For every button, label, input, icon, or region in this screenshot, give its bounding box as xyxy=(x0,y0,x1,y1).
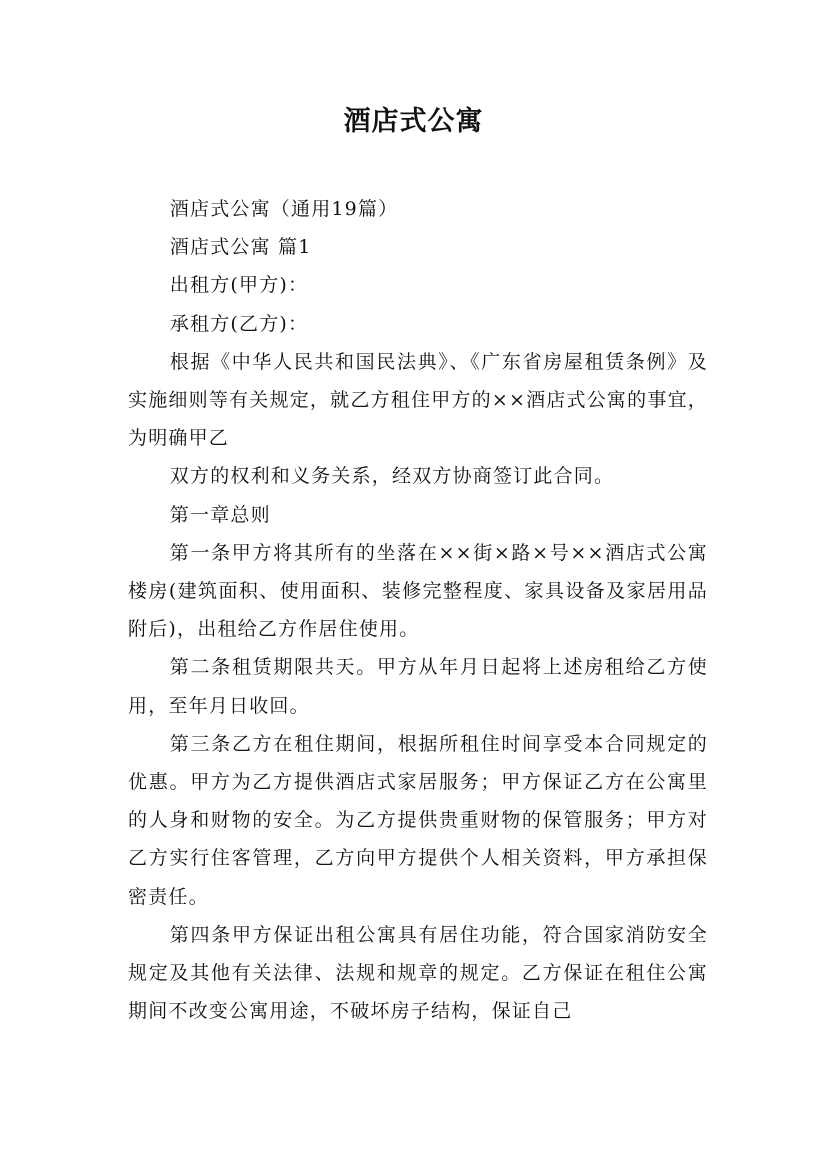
paragraph: 出租方(甲方)： xyxy=(169,274,309,297)
document-body xyxy=(128,190,708,1030)
paragraph: 双方的权利和义务关系，经双方协商签订此合同。 xyxy=(169,465,615,488)
paragraph: 承租方(乙方)： xyxy=(169,312,309,335)
document-title: 酒店式公寓 xyxy=(343,106,484,137)
paragraph: 酒店式公寓 篇1 xyxy=(169,236,312,259)
paragraph: 第一章总则 xyxy=(169,503,271,526)
paragraph: 根据《中华人民共和国民法典》、《广东省房屋租赁条例》及实施细则等有关规定，就乙方租住甲方的××酒店式公寓的事宜，为明确甲乙 xyxy=(128,350,708,450)
paragraph: 酒店式公寓（通用19篇） xyxy=(169,198,399,220)
paragraph: 第一条甲方将其所有的坐落在××街×路×号××酒店式公寓楼房(建筑面积、使用面积、装修完整程度、家具设备及家居用品附后)，出租给乙方作居住使用。 xyxy=(128,541,708,641)
paragraph: 第三条乙方在租住期间，根据所租住时间享受本合同规定的优惠。甲方为乙方提供酒店式家居服务；甲方保证乙方在公寓里的人身和财物的安全。为乙方提供贵重财物的保管服务；甲方对乙方实行住客管理，乙方向甲方提供个人相关资料，甲方承担保密责任。 xyxy=(128,732,708,908)
paragraph: 第二条租赁期限共天。甲方从年月日起将上述房租给乙方使用，至年月日收回。 xyxy=(128,656,708,717)
paragraph: 第四条甲方保证出租公寓具有居住功能，符合国家消防安全规定及其他有关法律、法规和规章的规定。乙方保证在租住公寓期间不改变公寓用途，不破坏房子结构，保证自己 xyxy=(128,923,708,1023)
